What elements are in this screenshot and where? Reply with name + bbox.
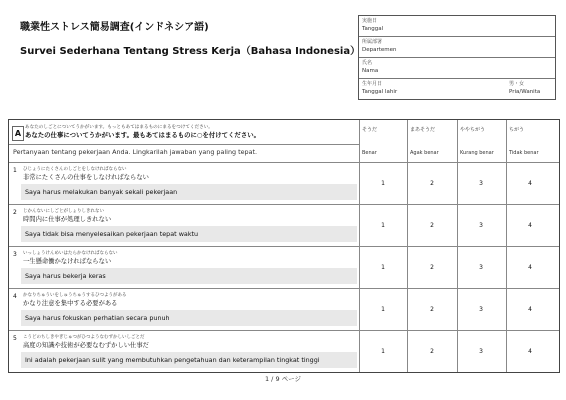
info-label-id: Tanggal xyxy=(362,26,384,32)
info-label-id: Departemen xyxy=(362,47,397,53)
answer-choice-3[interactable]: 3 xyxy=(479,306,483,313)
question-ruby: いっしょうけんめいはたらかなければならない xyxy=(23,251,118,256)
option-header-jp: そうだ xyxy=(362,127,378,133)
questionnaire-table xyxy=(8,119,560,373)
option-header-id: Agak benar xyxy=(410,150,439,156)
option-header-jp: ちがう xyxy=(509,127,525,133)
answer-choice-4[interactable]: 4 xyxy=(528,180,532,187)
question-number: 5 xyxy=(13,335,17,342)
info-label-jp: 生年月日 xyxy=(362,81,383,87)
question-indonesian: Ini adalah pekerjaan sulit yang membutuhkan pengetahuan dan keterampilan tingkat tinggi xyxy=(25,356,320,364)
answer-choice-1[interactable]: 1 xyxy=(381,348,385,355)
option-header-id: Kurang benar xyxy=(460,150,494,156)
question-japanese: 時間内に仕事が処理しきれない xyxy=(23,216,112,223)
question-row xyxy=(9,204,359,246)
answer-choice-3[interactable]: 3 xyxy=(479,348,483,355)
question-number: 4 xyxy=(13,293,17,300)
answer-choice-3[interactable]: 3 xyxy=(479,222,483,229)
option-header-jp: ややちがう xyxy=(460,127,486,133)
question-japanese: 高度の知識や技術が必要なむずかしい仕事だ xyxy=(23,342,149,349)
gender-label-jp: 男・女 xyxy=(509,81,525,87)
question-indonesian: Saya harus melakukan banyak sekali pekerjaan xyxy=(25,188,178,196)
answer-choice-4[interactable]: 4 xyxy=(528,264,532,271)
answer-choice-1[interactable]: 1 xyxy=(381,264,385,271)
info-label-id: Nama xyxy=(362,68,379,74)
question-japanese: かなり注意を集中する必要がある xyxy=(23,300,118,307)
answer-choice-4[interactable]: 4 xyxy=(528,306,532,313)
answer-choice-1[interactable]: 1 xyxy=(381,306,385,313)
answer-choice-2[interactable]: 2 xyxy=(430,222,434,229)
answer-choice-4[interactable]: 4 xyxy=(528,348,532,355)
question-number: 1 xyxy=(13,167,17,174)
gender-label-id: Pria/Wanita xyxy=(509,89,541,95)
title-japanese: 職業性ストレス簡易調査(インドネシア語) xyxy=(20,22,209,33)
question-number: 2 xyxy=(13,209,17,216)
question-indonesian: Saya harus fokuskan perhatian secara punuh xyxy=(25,314,170,322)
page-number: 1 / 9 ページ xyxy=(264,375,302,383)
option-header-id: Tidak benar xyxy=(509,150,539,156)
answer-choice-1[interactable]: 1 xyxy=(381,222,385,229)
answer-choice-2[interactable]: 2 xyxy=(430,348,434,355)
info-row-department[interactable] xyxy=(359,37,555,58)
question-indonesian: Saya harus bekerja keras xyxy=(25,272,106,280)
answer-choice-3[interactable]: 3 xyxy=(479,264,483,271)
title-indonesian: Survei Sederhana Tentang Stress Kerja（Bahasa Indonesia） xyxy=(20,46,361,57)
grid-line xyxy=(9,144,359,145)
question-ruby: こうどのちしきやぎじゅつがひつようなむずかしいしごとだ xyxy=(23,335,145,340)
option-header-jp: まあそうだ xyxy=(410,127,436,133)
instruction-ruby: あなたのしごとについてうかがいます。もっともあてはまるものにまるをつけてください。 xyxy=(25,125,213,130)
question-japanese: 非常にたくさんの仕事をしなければならない xyxy=(23,174,149,181)
question-ruby: じかんないにしごとがしょりしきれない xyxy=(23,209,104,214)
info-label-jp: 氏名 xyxy=(362,60,373,66)
option-header-id: Benar xyxy=(362,150,377,156)
question-number: 3 xyxy=(13,251,17,258)
question-row xyxy=(9,162,359,204)
answer-choice-2[interactable]: 2 xyxy=(430,306,434,313)
question-ruby: かなりちゅういをしゅうちゅうするひつようがある xyxy=(23,293,127,298)
question-row xyxy=(9,330,359,372)
answer-choice-1[interactable]: 1 xyxy=(381,180,385,187)
answer-choice-2[interactable]: 2 xyxy=(430,180,434,187)
info-label-id: Tanggal lahir xyxy=(362,89,398,95)
instruction-japanese: あなたの仕事についてうかがいます。最もあてはまるものに○を付けてください。 xyxy=(25,131,260,139)
question-row xyxy=(9,288,359,330)
info-row-birthdate[interactable] xyxy=(359,79,555,99)
question-japanese: 一生懸命働かなければならない xyxy=(23,258,112,265)
info-row-date[interactable] xyxy=(359,16,555,37)
question-indonesian: Saya tidak bisa menyelesaikan pekerjaan tepat waktu xyxy=(25,230,199,238)
answer-choice-3[interactable]: 3 xyxy=(479,180,483,187)
answer-choice-4[interactable]: 4 xyxy=(528,222,532,229)
question-row xyxy=(9,246,359,288)
answer-choice-2[interactable]: 2 xyxy=(430,264,434,271)
question-ruby: ひじょうにたくさんのしごとをしなければならない xyxy=(23,167,127,172)
info-row-name[interactable] xyxy=(359,58,555,79)
info-label-jp: 実施日 xyxy=(362,18,378,24)
info-label-jp: 所属部署 xyxy=(362,39,383,45)
instruction-indonesian: Pertanyaan tentang pekerjaan Anda. Lingkarilah jawaban yang paling tepat. xyxy=(13,148,258,156)
respondent-info-box xyxy=(358,15,556,100)
section-letter: A xyxy=(12,126,24,141)
